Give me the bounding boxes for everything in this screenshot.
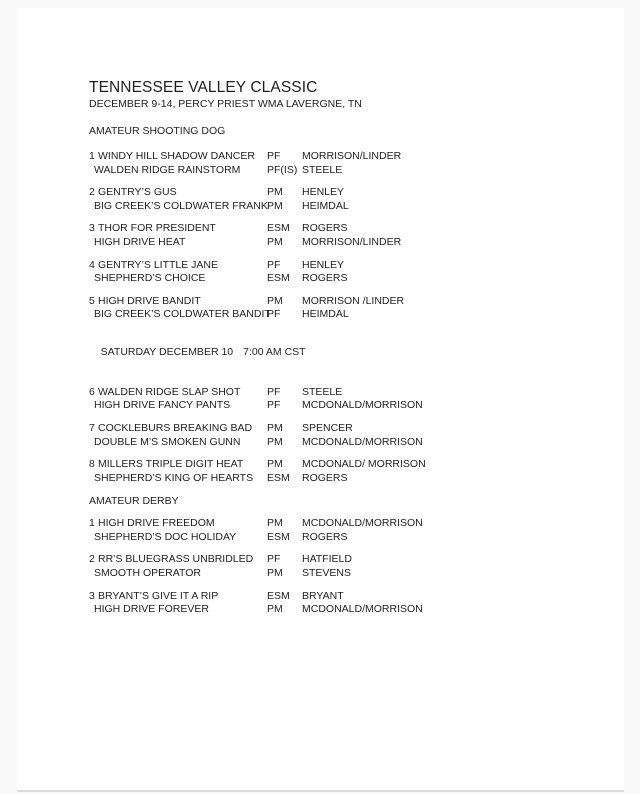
breed-sex-code: PM [267, 567, 283, 580]
braced-entry [89, 422, 596, 449]
owner-handler-name: STEELE [302, 385, 343, 398]
owner-handler-name: SPENCER [302, 421, 353, 434]
document-page [17, 8, 624, 792]
breed-sex-code: PF [267, 553, 281, 566]
braced-entry [89, 186, 596, 213]
owner-handler-name: ROGERS [302, 222, 348, 235]
owner-handler-name: MCDONALD/MORRISON [302, 435, 423, 448]
entry-line-1 [89, 295, 596, 309]
dog-name: GENTRY’S LITTLE JANE [98, 258, 219, 271]
dog-name: HIGH DRIVE FOREVER [94, 603, 209, 616]
dog-name: WALDEN RIDGE SLAP SHOT [98, 385, 241, 398]
breed-sex-code: PM [267, 517, 283, 530]
owner-handler-name: HATFIELD [302, 553, 352, 566]
entry-number: 3 [89, 589, 95, 602]
entry-line-1 [89, 553, 596, 567]
breed-sex-code: PM [267, 603, 283, 616]
breed-sex-code: ESM [267, 222, 290, 235]
entry-line-2 [89, 200, 596, 214]
owner-handler-name: MORRISON /LINDER [302, 294, 405, 307]
breed-sex-code: PF [267, 308, 281, 321]
braced-entry [89, 150, 596, 177]
dog-name: HIGH DRIVE FANCY PANTS [94, 399, 231, 412]
breed-sex-code: PF [267, 385, 281, 398]
breed-sex-code: PM [267, 421, 283, 434]
braced-entry [89, 517, 596, 544]
section-header-amateur-shooting-dog: AMATEUR SHOOTING DOG [89, 125, 226, 137]
owner-handler-name: HENLEY [302, 186, 345, 199]
entry-number: 5 [89, 294, 95, 307]
entry-list-shooting-dog-day2 [89, 386, 596, 486]
entry-number: 6 [89, 385, 95, 398]
dog-name: WINDY HILL SHADOW DANCER [98, 150, 255, 162]
schedule-time: 7:00 AM CST [243, 345, 306, 358]
owner-handler-name: BRYANT [302, 589, 344, 602]
entry-number: 8 [89, 458, 95, 471]
entry-number: 2 [89, 553, 95, 566]
breed-sex-code: ESM [267, 272, 290, 285]
schedule-line [89, 332, 596, 373]
breed-sex-code: PF [267, 150, 281, 162]
entry-line-1 [89, 422, 596, 436]
owner-handler-name: HEIMDAL [302, 199, 349, 212]
owner-handler-name: ROGERS [302, 471, 348, 484]
owner-handler-name: MCDONALD/MORRISON [302, 603, 423, 616]
braced-entry [89, 295, 596, 322]
dog-name: HIGH DRIVE HEAT [94, 235, 186, 248]
event-date-location: DECEMBER 9-14, PERCY PRIEST WMA LAVERGNE, TN [89, 98, 362, 110]
owner-handler-name: MCDONALD/ MORRISON [302, 458, 426, 471]
breed-sex-code: ESM [267, 471, 290, 484]
breed-sex-code: PM [267, 294, 283, 307]
braced-entry [89, 386, 596, 413]
breed-sex-code: PM [267, 458, 283, 471]
entry-list-derby [89, 517, 596, 617]
braced-entry [89, 553, 596, 580]
breed-sex-code: PM [267, 186, 283, 199]
braced-entry [89, 222, 596, 249]
schedule-date: SATURDAY DECEMBER 10 [100, 345, 234, 358]
braced-entry [89, 458, 596, 485]
breed-sex-code: PM [267, 435, 283, 448]
dog-name: SMOOTH OPERATOR [94, 567, 201, 580]
entry-line-2 [89, 567, 596, 581]
dog-name: BIG CREEK’S COLDWATER BANDIT [94, 308, 271, 321]
owner-handler-name: HEIMDAL [302, 308, 349, 321]
owner-handler-name: MORRISON/LINDER [302, 235, 402, 248]
entry-number: 2 [89, 186, 95, 199]
entry-line-2 [89, 603, 596, 617]
entry-line-1 [89, 386, 596, 400]
entry-line-2 [89, 236, 596, 250]
dog-name: SHEPHERD’S DOC HOLIDAY [94, 530, 237, 543]
entry-line-1 [89, 259, 596, 273]
entry-line-1 [89, 150, 596, 164]
entry-line-2 [89, 472, 596, 486]
dog-name: RR’S BLUEGRASS UNBRIDLED [98, 553, 254, 566]
entry-list-shooting-dog-day1 [89, 150, 596, 322]
entry-number: 1 [89, 517, 95, 530]
dog-name: COCKLEBURS BREAKING BAD [98, 421, 253, 434]
dog-name: MILLERS TRIPLE DIGIT HEAT [98, 458, 244, 471]
breed-sex-code: PF(IS) [267, 163, 298, 176]
entry-line-2 [89, 436, 596, 450]
owner-handler-name: STEELE [302, 163, 343, 176]
owner-handler-name: ROGERS [302, 530, 348, 543]
entry-line-2 [89, 164, 596, 178]
entry-line-2 [89, 531, 596, 545]
owner-handler-name: MCDONALD/MORRISON [302, 517, 423, 530]
page-title: TENNESSEE VALLEY CLASSIC [89, 79, 318, 96]
breed-sex-code: PM [267, 235, 283, 248]
entry-line-2 [89, 308, 596, 322]
breed-sex-code: ESM [267, 589, 290, 602]
entry-number: 7 [89, 421, 95, 434]
entry-line-1 [89, 458, 596, 472]
dog-name: BIG CREEK’S COLDWATER FRANK [94, 199, 268, 212]
dog-name: SHEPHERD’S CHOICE [94, 272, 206, 285]
owner-handler-name: MORRISON/LINDER [302, 150, 402, 162]
entry-line-2 [89, 272, 596, 286]
breed-sex-code: PM [267, 199, 283, 212]
entry-number: 1 [89, 150, 95, 162]
owner-handler-name: MCDONALD/MORRISON [302, 399, 423, 412]
entry-number: 4 [89, 258, 95, 271]
dog-name: GENTRY’S GUS [98, 186, 177, 199]
owner-handler-name: STEVENS [302, 567, 352, 580]
entry-line-1 [89, 222, 596, 236]
dog-name: BRYANT’S GIVE IT A RIP [98, 589, 219, 602]
braced-entry [89, 259, 596, 286]
entry-line-1 [89, 517, 596, 531]
entry-line-1 [89, 186, 596, 200]
breed-sex-code: PF [267, 258, 281, 271]
breed-sex-code: ESM [267, 530, 290, 543]
braced-entry [89, 590, 596, 617]
entry-line-2 [89, 399, 596, 413]
dog-name: HIGH DRIVE FREEDOM [98, 517, 215, 530]
section-header-amateur-derby: AMATEUR DERBY [89, 495, 179, 508]
owner-handler-name: ROGERS [302, 272, 348, 285]
entry-line-1 [89, 590, 596, 604]
owner-handler-name: HENLEY [302, 258, 345, 271]
breed-sex-code: PF [267, 399, 281, 412]
dog-name: THOR FOR PRESIDENT [98, 222, 216, 235]
dog-name: SHEPHERD’S KING OF HEARTS [94, 471, 254, 484]
dog-name: WALDEN RIDGE RAINSTORM [94, 163, 241, 176]
entry-number: 3 [89, 222, 95, 235]
dog-name: HIGH DRIVE BANDIT [98, 294, 201, 307]
dog-name: DOUBLE M’S SMOKEN GUNN [94, 435, 241, 448]
